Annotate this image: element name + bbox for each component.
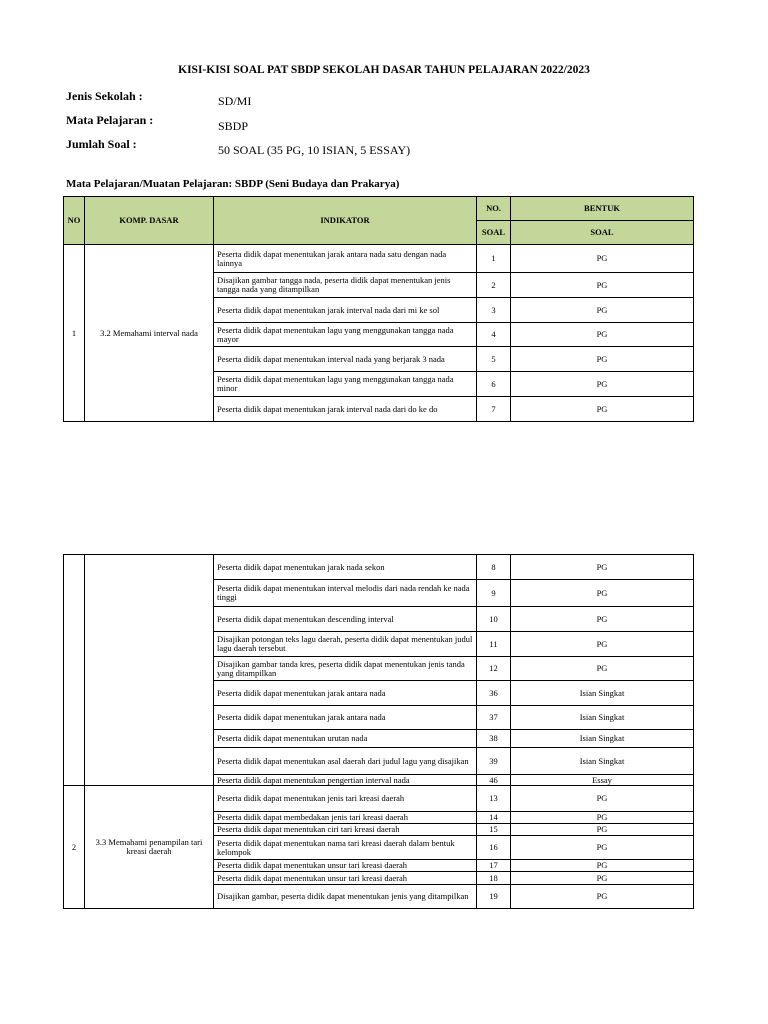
bentuk-soal-cell: PG [511,812,694,824]
indikator-cell: Peserta didik dapat menentukan ciri tari kreasi daerah [214,824,477,836]
indikator-cell: Peserta didik dapat menentukan descending interval [214,607,477,632]
bentuk-soal-cell: PG [511,885,694,909]
meta-label-jumlah-soal: Jumlah Soal : [66,137,137,151]
soal-number-cell: 16 [477,836,511,860]
bentuk-soal-cell: PG [511,347,694,372]
header-komp-dasar: KOMP. DASAR [85,197,214,245]
soal-number-cell: 12 [477,657,511,681]
soal-number-cell: 15 [477,824,511,836]
meta-value-jumlah-soal: 50 SOAL (35 PG, 10 ISIAN, 5 ESSAY) [218,143,411,157]
kisi-kisi-table-page-2 [63,554,694,909]
header-indikator: INDIKATOR [214,197,477,245]
soal-number-cell: 17 [477,860,511,872]
bentuk-soal-cell: PG [511,860,694,872]
bentuk-soal-cell: PG [511,372,694,397]
soal-number-cell: 14 [477,812,511,824]
indikator-cell: Peserta didik dapat menentukan jarak nada sekon [214,555,477,580]
soal-number-cell: 9 [477,580,511,607]
bentuk-soal-cell: PG [511,323,694,347]
indikator-cell: Peserta didik dapat menentukan lagu yang menggunakan tangga nada minor [214,372,477,397]
soal-number-cell: 11 [477,632,511,657]
indikator-cell: Disajikan gambar tangga nada, peserta didik dapat menentukan jenis tangga nada yang ditampilkan [214,273,477,298]
indikator-cell: Peserta didik dapat menentukan asal daerah dari judul lagu yang disajikan [214,748,477,775]
row-no: 1 [64,245,85,422]
bentuk-soal-cell: Isian Singkat [511,681,694,706]
soal-number-cell: 39 [477,748,511,775]
soal-number-cell: 2 [477,273,511,298]
indikator-cell: Peserta didik dapat menentukan jarak antara nada satu dengan nada lainnya [214,245,477,273]
indikator-cell: Peserta didik dapat menentukan nama tari kreasi daerah dalam bentuk kelompok [214,836,477,860]
soal-number-cell: 46 [477,775,511,786]
header-bentuk-top: BENTUK [511,197,694,221]
soal-number-cell: 36 [477,681,511,706]
subject-line: Mata Pelajaran/Muatan Pelajaran: SBDP (Seni Budaya dan Prakarya) [66,178,400,190]
indikator-cell: Disajikan potongan teks lagu daerah, peserta didik dapat menentukan judul lagu daerah tersebut [214,632,477,657]
bentuk-soal-cell: PG [511,397,694,422]
indikator-cell: Peserta didik dapat menentukan jenis tari kreasi daerah [214,786,477,812]
bentuk-soal-cell: PG [511,555,694,580]
soal-number-cell: 19 [477,885,511,909]
soal-number-cell: 1 [477,245,511,273]
komp-dasar-cell [85,555,214,786]
bentuk-soal-cell: PG [511,273,694,298]
header-no: NO [64,197,85,245]
soal-number-cell: 38 [477,730,511,748]
bentuk-soal-cell: PG [511,786,694,812]
soal-number-cell: 18 [477,872,511,885]
bentuk-soal-cell: PG [511,824,694,836]
document-title: KISI-KISI SOAL PAT SBDP SEKOLAH DASAR TAHUN PELAJARAN 2022/2023 [178,64,590,76]
indikator-cell: Peserta didik dapat menentukan lagu yang menggunakan tangga nada mayor [214,323,477,347]
bentuk-soal-cell: Isian Singkat [511,730,694,748]
bentuk-soal-cell: PG [511,607,694,632]
indikator-cell: Peserta didik dapat menentukan jarak interval nada dari do ke do [214,397,477,422]
indikator-cell: Peserta didik dapat menentukan unsur tari kreasi daerah [214,872,477,885]
bentuk-soal-cell: PG [511,245,694,273]
soal-number-cell: 7 [477,397,511,422]
indikator-cell: Peserta didik dapat menentukan jarak interval nada dari mi ke sol [214,298,477,323]
indikator-cell: Peserta didik dapat menentukan jarak antara nada [214,706,477,730]
row-no [64,555,85,786]
bentuk-soal-cell: Essay [511,775,694,786]
soal-number-cell: 3 [477,298,511,323]
indikator-cell: Peserta didik dapat menentukan pengertian interval nada [214,775,477,786]
komp-dasar-cell: 3.3 Memahami penampilan tari kreasi daerah [85,786,214,909]
indikator-cell: Disajikan gambar tanda kres, peserta didik dapat menentukan jenis tanda yang ditampilkan [214,657,477,681]
soal-number-cell: 5 [477,347,511,372]
header-no-soal-bottom: SOAL [477,221,511,245]
soal-number-cell: 6 [477,372,511,397]
soal-number-cell: 10 [477,607,511,632]
meta-label-jenis-sekolah: Jenis Sekolah : [66,89,143,103]
komp-dasar-cell: 3.2 Memahami interval nada [85,245,214,422]
indikator-cell: Peserta didik dapat menentukan unsur tari kreasi daerah [214,860,477,872]
bentuk-soal-cell: Isian Singkat [511,748,694,775]
meta-value-mata-pelajaran: SBDP [218,119,249,133]
indikator-cell: Peserta didik dapat menentukan interval melodis dari nada rendah ke nada tinggi [214,580,477,607]
soal-number-cell: 4 [477,323,511,347]
bentuk-soal-cell: PG [511,836,694,860]
bentuk-soal-cell: PG [511,657,694,681]
indikator-cell: Peserta didik dapat menentukan interval nada yang berjarak 3 nada [214,347,477,372]
indikator-cell: Peserta didik dapat membedakan jenis tari kreasi daerah [214,812,477,824]
bentuk-soal-cell: Isian Singkat [511,706,694,730]
bentuk-soal-cell: PG [511,872,694,885]
row-no: 2 [64,786,85,909]
header-no-soal-top: NO. [477,197,511,221]
indikator-cell: Disajikan gambar, peserta didik dapat menentukan jenis yang ditampilkan [214,885,477,909]
soal-number-cell: 8 [477,555,511,580]
bentuk-soal-cell: PG [511,298,694,323]
bentuk-soal-cell: PG [511,580,694,607]
soal-number-cell: 13 [477,786,511,812]
indikator-cell: Peserta didik dapat menentukan jarak antara nada [214,681,477,706]
meta-label-mata-pelajaran: Mata Pelajaran : [66,113,154,127]
soal-number-cell: 37 [477,706,511,730]
bentuk-soal-cell: PG [511,632,694,657]
indikator-cell: Peserta didik dapat menentukan urutan nada [214,730,477,748]
kisi-kisi-table-page-1 [63,196,694,422]
header-bentuk-bottom: SOAL [511,221,694,245]
meta-value-jenis-sekolah: SD/MI [218,94,252,108]
